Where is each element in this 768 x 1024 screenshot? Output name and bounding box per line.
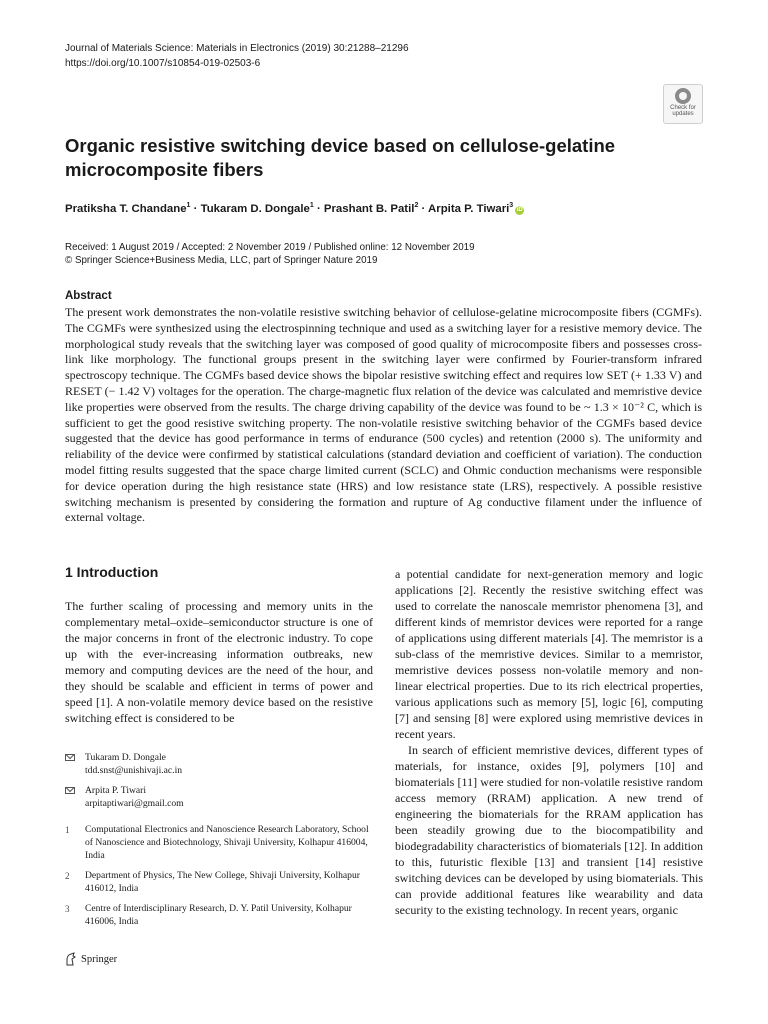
section-heading: 1 Introduction <box>65 564 159 580</box>
dates-line: Received: 1 August 2019 / Accepted: 2 November 2019 / Published online: 12 November 2019 <box>65 242 475 253</box>
affiliation-number: 1 <box>65 825 70 836</box>
author-name[interactable]: Arpita P. Tiwari <box>428 202 510 215</box>
affiliation-mark: 1 <box>309 202 314 209</box>
affiliation-text: Department of Physics, The New College, Shivaji University, Kolhapur 416012, India <box>85 870 360 894</box>
affiliation-number: 2 <box>65 871 70 882</box>
affiliation-mark: 1 <box>186 202 191 209</box>
author-separator: · <box>418 202 429 215</box>
mail-icon <box>65 754 75 761</box>
affiliation-text: Computational Electronics and Nanoscience Research Laboratory, School of Nanoscience and Biotechnology, Shivaji University, Kolhapur 416004, India <box>85 824 369 861</box>
publication-dates <box>65 241 475 267</box>
author-name[interactable]: Prashant B. Patil <box>323 202 415 215</box>
intro-paragraph-right-2: In search of efficient memristive devices, different types of materials, for instance, oxides [9], polymers [10] and biomaterials [11] were studied for non-volatile resistive random access memory (RRAM) application. A new trend of engineering the biomaterials for the RRAM application has been steadily growing due to the biocompatibility and biodegradability characteristics of biomaterials [12]. In addition to this, futuristic flexible [13] and transient [14] resistive switching devices can be developed by using biomaterials. This can provide additional features like wearability and data security to the existing technology. In recent years, organic <box>395 743 703 917</box>
affiliation-text: Centre of Interdisciplinary Research, D. Y. Patil University, Kolhapur 416006, India <box>85 903 352 927</box>
check-for-updates-badge[interactable] <box>663 84 703 124</box>
intro-paragraph-left: The further scaling of processing and memory units in the complementary metal–oxide–semiconductor structure is one of the major concerns in front of the electronic industry. To cope up with the ever-increasing information outbreaks, new memory and computing devices are the need of the hour, and they should be scalable and efficient in terms of power and speed [1]. A non-volatile memory device based on the resistive switching effect is considered to be <box>65 599 373 725</box>
affiliation-number: 3 <box>65 904 70 915</box>
footnotes <box>65 752 373 937</box>
check-updates-icon <box>675 88 691 104</box>
author-name[interactable]: Pratiksha T. Chandane <box>65 202 187 215</box>
affiliation-entry <box>65 824 373 862</box>
journal-citation: Journal of Materials Science: Materials in Electronics (2019) 30:21288–21296 <box>65 43 409 54</box>
affiliation-entry <box>65 870 373 895</box>
intro-right-column <box>395 566 703 918</box>
abstract-heading: Abstract <box>65 290 112 302</box>
springer-horse-icon <box>65 952 77 966</box>
abstract-text: The present work demonstrates the non-volatile resistive switching behavior of cellulose-gelatine microcomposite fibers (CGMFs). The CGMFs were synthesized using the electrospinning technique and used as a switching layer for a resistive memory device. The morphological study reveals that the switching layer was composed of good quality of microcomposite fibers and possesses cross-link like morphology. The functional groups present in the switching layer were confirmed by Fourier-transform infrared spectroscopy technique. The CGMFs based device shows the bipolar resistive switching effect and requires low SET (+ 1.33 V) and RESET (− 1.42 V) voltages for the operation. The charge-magnetic flux relation of the device was calculated and memristive device like properties were observed from the results. The charge driving capability of the device was found to be ~ 1.3 × 10⁻² C, which is sufficient to get the good resistive switching property. The non-volatile resistive switching behavior of the CGMFs based device suggested that the device has good performance in terms of endurance (500 cycles) and retention (2000 s). The uniformity and reliability of the device were confirmed by statistical calculations (standard deviation and coefficient of variation). The conduction model fitting results suggested that the space charge limited current (SCLC) and Ohmic conduction mechanisms were responsible for device operation during the high resistance state (HRS) and low resistance state (LRS), respectively. A possible resistive switching mechanism is presented by considering the formation and rupture of Ag conductive filament under the influence of external voltage. <box>65 305 702 525</box>
article-title: Organic resistive switching device based on cellulose-gelatine microcomposite fibers <box>65 135 616 180</box>
mail-icon <box>65 787 75 794</box>
page-footer <box>65 952 117 966</box>
contact-name: Arpita P. Tiwari <box>85 785 147 797</box>
contact-email[interactable]: arpitaptiwari@gmail.com <box>85 797 184 809</box>
affiliation-entry <box>65 903 373 928</box>
intro-paragraph-right-1: a potential candidate for next-generation memory and logic applications [2]. Recently the resistive switching effect was used to correlate the nanoscale memristor phenomena [3], and different kinds of memristor devices were reported for a range of applications using different materials [4]. The memristor is a sub-class of the memristive devices. Similar to a memristor, memristive devices possess non-volatile memory and non-linear electrical properties. Due to its rich electrical properties, various applications such as memory [5], logic [6], computing [7] and sensing [8] were explored using memristive devices in recent years. <box>395 567 703 741</box>
contact-entry <box>65 752 373 777</box>
author-separator: · <box>313 202 324 215</box>
publisher-name: Springer <box>81 953 118 965</box>
author-name[interactable]: Tukaram D. Dongale <box>200 202 310 215</box>
contact-name: Tukaram D. Dongale <box>85 752 166 763</box>
contact-email[interactable]: tdd.snst@unishivaji.ac.in <box>85 764 183 776</box>
journal-header <box>65 41 409 71</box>
orcid-icon[interactable]: iD <box>516 206 523 213</box>
check-updates-label: Check for updates <box>670 105 696 117</box>
copyright-line: © Springer Science+Business Media, LLC, part of Springer Nature 2019 <box>65 255 378 266</box>
affiliation-mark: 3 <box>509 202 514 209</box>
affiliation-mark: 2 <box>414 202 419 209</box>
doi-link[interactable]: https://doi.org/10.1007/s10854-019-02503-6 <box>65 58 261 69</box>
author-list <box>65 202 524 215</box>
author-separator: · <box>190 202 201 215</box>
contact-entry <box>65 785 373 810</box>
